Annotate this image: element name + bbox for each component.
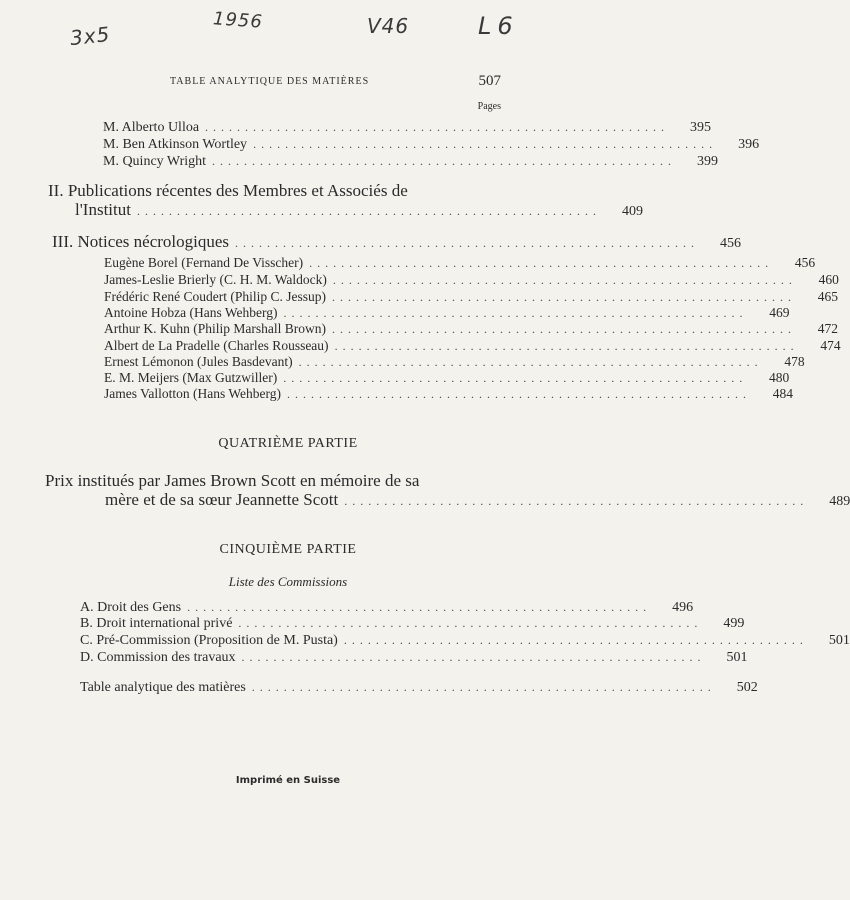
leader-dots: ..........................................................	[298, 355, 763, 369]
leader-dots: ..........................................................	[331, 322, 796, 336]
entry-label: James-Leslie Brierly (C. H. M. Waldock)	[104, 272, 327, 287]
entry-label: Frédéric René Coudert (Philip C. Jessup)	[104, 289, 326, 304]
leader-dots: ..........................................................	[283, 306, 748, 320]
toc-entry	[104, 354, 805, 370]
entry-page: 396	[738, 137, 760, 152]
entry-page: 501	[828, 633, 850, 648]
leader-dots: ..........................................................	[343, 633, 808, 647]
toc-entry	[104, 289, 838, 305]
entry-label: Arthur K. Kuhn (Philip Marshall Brown)	[104, 321, 326, 336]
leader-dots: ..........................................................	[187, 600, 652, 614]
section-ii-heading: II. Publications récentes des Membres et Associés de	[48, 181, 408, 200]
printer-imprint: Imprimé en Suisse	[235, 775, 341, 786]
toc-entry	[105, 490, 850, 510]
entry-label: III. Notices nécrologiques	[52, 232, 230, 251]
toc-entry	[103, 154, 719, 170]
entry-page: 478	[784, 354, 805, 369]
entry-label: Eugène Borel (Fernand De Visscher)	[104, 255, 304, 270]
entry-page: 460	[818, 272, 839, 287]
pages-label: Pages	[477, 101, 501, 112]
leader-dots: ..........................................................	[212, 154, 677, 168]
toc-entry	[80, 600, 694, 616]
toc-entry	[80, 680, 758, 696]
entry-page: 472	[817, 321, 838, 336]
toc-entry	[104, 370, 790, 386]
entry-label: C. Pré-Commission (Proposition de M. Pusta)	[80, 633, 338, 648]
entry-label: D. Commission des travaux	[80, 650, 236, 665]
entry-label: B. Droit international privé	[80, 616, 233, 631]
handwritten-note-1: 3x5	[68, 21, 112, 51]
toc-entry	[104, 255, 816, 271]
entry-page: 409	[621, 204, 643, 219]
toc-entry	[104, 305, 790, 321]
toc-entry	[80, 616, 745, 632]
part-4-line1: Prix institués par James Brown Scott en mémoire de sa	[45, 471, 420, 490]
entry-page: 489	[829, 494, 850, 509]
running-title: TABLE ANALYTIQUE DES MATIÈRES	[170, 76, 370, 87]
leader-dots: ..........................................................	[344, 494, 809, 508]
entry-page: 484	[772, 386, 794, 401]
entry-page: 469	[769, 305, 790, 320]
leader-dots: ..........................................................	[238, 616, 703, 630]
entry-label: Ernest Lémonon (Jules Basdevant)	[104, 354, 293, 369]
entry-page: 465	[817, 289, 838, 304]
toc-entry	[104, 338, 841, 354]
entry-page: 496	[672, 600, 694, 615]
entry-label: mère et de sa sœur Jeannette Scott	[105, 490, 339, 509]
entry-label: M. Ben Atkinson Wortley	[103, 137, 248, 152]
toc-entry	[52, 232, 742, 252]
toc-entry	[104, 272, 839, 288]
leader-dots: ..........................................................	[253, 137, 718, 151]
entry-label: Antoine Hobza (Hans Wehberg)	[104, 305, 278, 320]
toc-entry	[103, 120, 712, 136]
leader-dots: ..........................................................	[283, 371, 748, 385]
toc-entry	[103, 137, 760, 153]
handwritten-note-4: L6	[478, 12, 519, 40]
entry-label: M. Alberto Ulloa	[103, 120, 200, 135]
toc-entry	[80, 633, 850, 649]
entry-label: l'Institut	[75, 200, 131, 219]
leader-dots: ..........................................................	[332, 273, 797, 287]
entry-label: Albert de La Pradelle (Charles Rousseau)	[104, 338, 329, 353]
entry-page: 456	[720, 236, 742, 251]
entry-page: 474	[820, 338, 841, 353]
entry-label: James Vallotton (Hans Wehberg)	[104, 386, 282, 401]
toc-entry	[104, 386, 794, 402]
leader-dots: ..........................................................	[287, 387, 752, 401]
entry-page: 502	[736, 680, 758, 695]
entry-page: 395	[690, 120, 712, 135]
part-4-title: QUATRIÈME PARTIE	[218, 436, 358, 451]
leader-dots: ..........................................................	[331, 290, 796, 304]
leader-dots: ..........................................................	[241, 650, 706, 664]
leader-dots: ..........................................................	[136, 204, 601, 218]
entry-page: 499	[723, 616, 745, 631]
entry-label: A. Droit des Gens	[80, 600, 182, 615]
page-number: 507	[478, 73, 501, 89]
leader-dots: ..........................................................	[205, 120, 670, 134]
entry-page: 456	[794, 255, 816, 270]
entry-page: 501	[726, 650, 748, 665]
leader-dots: ..........................................................	[235, 236, 700, 250]
entry-page: 399	[697, 154, 719, 169]
part-5-subtitle: Liste des Commissions	[228, 574, 348, 589]
leader-dots: ..........................................................	[309, 256, 774, 270]
toc-entry	[104, 321, 838, 337]
toc-entry	[75, 200, 643, 220]
entry-label: E. M. Meijers (Max Gutzwiller)	[104, 370, 278, 385]
entry-label: M. Quincy Wright	[103, 154, 207, 169]
leader-dots: ..........................................................	[251, 680, 716, 694]
toc-entry	[80, 650, 748, 666]
leader-dots: ..........................................................	[334, 339, 799, 353]
handwritten-note-3: V46	[367, 14, 410, 38]
handwritten-note-2: 1956	[212, 8, 264, 33]
entry-label: Table analytique des matières	[80, 680, 246, 695]
part-5-title: CINQUIÈME PARTIE	[219, 542, 357, 557]
entry-page: 480	[768, 370, 790, 385]
